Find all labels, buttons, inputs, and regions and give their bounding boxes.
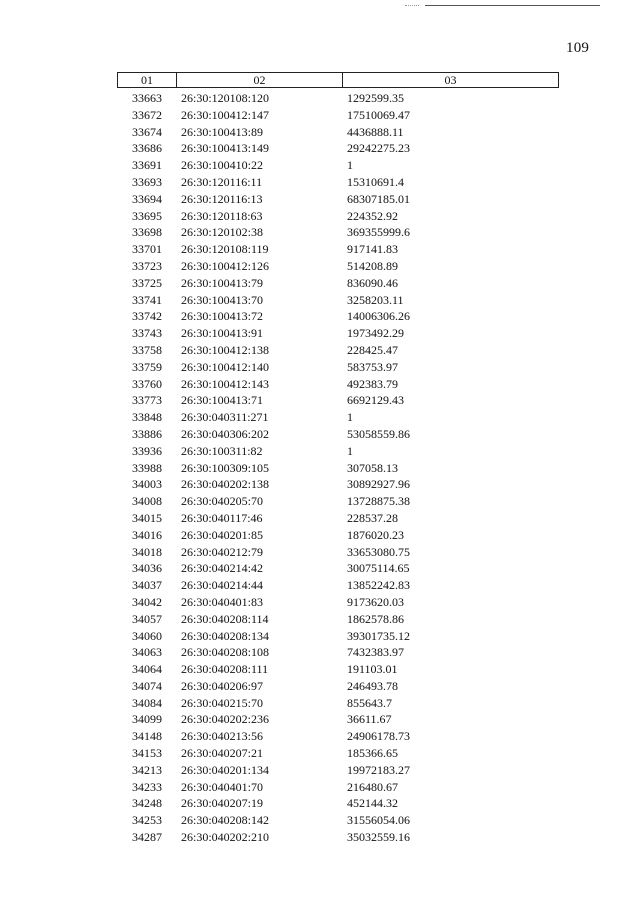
- row-value-cell: 855643.7: [347, 695, 392, 710]
- table-row: [117, 628, 559, 645]
- table-row: [117, 829, 559, 846]
- row-id-cell: 34057: [132, 611, 162, 626]
- row-code-cell: 26:30:100413:70: [181, 292, 264, 307]
- header-col-02: 02: [176, 73, 342, 87]
- row-id-cell: 34287: [132, 830, 162, 845]
- row-id-cell: 33674: [132, 124, 162, 139]
- table-row: [117, 90, 559, 107]
- row-code-cell: 26:30:040401:70: [181, 779, 264, 794]
- row-code-cell: 26:30:040205:70: [181, 494, 264, 509]
- row-value-cell: 15310691.4: [347, 174, 404, 189]
- row-code-cell: 26:30:120102:38: [181, 225, 264, 240]
- row-code-cell: 26:30:100311:82: [181, 443, 263, 458]
- row-value-cell: 33653080.75: [347, 544, 410, 559]
- table-row: [117, 174, 559, 191]
- row-value-cell: 24906178.73: [347, 729, 410, 744]
- row-id-cell: 34253: [132, 813, 162, 828]
- row-value-cell: 6692129.43: [347, 393, 404, 408]
- row-code-cell: 26:30:040401:83: [181, 594, 264, 609]
- row-id-cell: 34016: [132, 527, 162, 542]
- row-code-cell: 26:30:100413:71: [181, 393, 264, 408]
- row-code-cell: 26:30:120116:13: [181, 191, 263, 206]
- row-code-cell: 26:30:040215:70: [181, 695, 264, 710]
- data-table: [117, 72, 559, 846]
- table-row: [117, 577, 559, 594]
- row-code-cell: 26:30:040214:44: [181, 578, 264, 593]
- row-value-cell: 9173620.03: [347, 594, 404, 609]
- row-id-cell: 33758: [132, 342, 162, 357]
- row-value-cell: 1: [347, 443, 353, 458]
- row-id-cell: 34008: [132, 494, 162, 509]
- table-row: [117, 594, 559, 611]
- row-id-cell: 34003: [132, 477, 162, 492]
- row-id-cell: 33760: [132, 376, 162, 391]
- table-row: [117, 493, 559, 510]
- row-value-cell: 4436888.11: [347, 124, 404, 139]
- row-code-cell: 26:30:100412:147: [181, 107, 270, 122]
- table-body: [117, 90, 559, 846]
- row-value-cell: 492383.79: [347, 376, 398, 391]
- table-row: [117, 510, 559, 527]
- table-row: [117, 779, 559, 796]
- row-value-cell: 30892927.96: [347, 477, 410, 492]
- row-code-cell: 26:30:100413:91: [181, 326, 264, 341]
- table-row: [117, 308, 559, 325]
- row-value-cell: 7432383.97: [347, 645, 404, 660]
- table-row: [117, 224, 559, 241]
- row-id-cell: 34153: [132, 746, 162, 761]
- table-row: [117, 695, 559, 712]
- row-value-cell: 35032559.16: [347, 830, 410, 845]
- row-code-cell: 26:30:040202:236: [181, 712, 270, 727]
- table-row: [117, 258, 559, 275]
- table-row: [117, 409, 559, 426]
- row-code-cell: 26:30:100413:89: [181, 124, 264, 139]
- table-row: [117, 611, 559, 628]
- row-value-cell: 39301735.12: [347, 628, 410, 643]
- table-row: [117, 241, 559, 258]
- row-id-cell: 33936: [132, 443, 162, 458]
- row-code-cell: 26:30:040202:138: [181, 477, 270, 492]
- row-code-cell: 26:30:040208:142: [181, 813, 270, 828]
- row-code-cell: 26:30:040208:111: [181, 662, 269, 677]
- row-value-cell: 228537.28: [347, 510, 398, 525]
- row-id-cell: 34233: [132, 779, 162, 794]
- table-row: [117, 795, 559, 812]
- row-id-cell: 34074: [132, 678, 162, 693]
- row-id-cell: 33698: [132, 225, 162, 240]
- row-code-cell: 26:30:040208:114: [181, 611, 269, 626]
- row-value-cell: 13728875.38: [347, 494, 410, 509]
- row-value-cell: 1292599.35: [347, 91, 404, 105]
- table-row: [117, 711, 559, 728]
- table-row: [117, 359, 559, 376]
- row-id-cell: 33693: [132, 174, 162, 189]
- row-value-cell: 17510069.47: [347, 107, 410, 122]
- table-row: [117, 460, 559, 477]
- row-value-cell: 36611.67: [347, 712, 392, 727]
- table-row: [117, 476, 559, 493]
- row-value-cell: 224352.92: [347, 208, 398, 223]
- row-code-cell: 26:30:100309:105: [181, 460, 270, 475]
- table-row: [117, 376, 559, 393]
- row-id-cell: 33759: [132, 359, 162, 374]
- row-id-cell: 34084: [132, 695, 162, 710]
- row-value-cell: 30075114.65: [347, 561, 410, 576]
- row-id-cell: 33691: [132, 158, 162, 173]
- row-id-cell: 33742: [132, 309, 162, 324]
- table-row: [117, 392, 559, 409]
- table-row: [117, 443, 559, 460]
- row-code-cell: 26:30:040201:85: [181, 527, 264, 542]
- row-value-cell: 452144.32: [347, 796, 398, 811]
- row-code-cell: 26:30:100413:72: [181, 309, 264, 324]
- row-code-cell: 26:30:100410:22: [181, 158, 264, 173]
- row-value-cell: 1: [347, 158, 353, 173]
- table-row: [117, 275, 559, 292]
- table-row: [117, 107, 559, 124]
- row-id-cell: 33663: [132, 91, 162, 105]
- row-value-cell: 307058.13: [347, 460, 398, 475]
- table-row: [117, 342, 559, 359]
- row-value-cell: 583753.97: [347, 359, 398, 374]
- row-code-cell: 26:30:120118:63: [181, 208, 263, 223]
- row-code-cell: 26:30:100412:140: [181, 359, 270, 374]
- row-value-cell: 185366.65: [347, 746, 398, 761]
- table-row: [117, 208, 559, 225]
- row-id-cell: 33694: [132, 191, 162, 206]
- row-code-cell: 26:30:040208:108: [181, 645, 270, 660]
- row-code-cell: 26:30:100413:149: [181, 141, 270, 156]
- row-id-cell: 33701: [132, 242, 162, 257]
- row-code-cell: 26:30:040311:271: [181, 410, 269, 425]
- row-id-cell: 34099: [132, 712, 162, 727]
- row-code-cell: 26:30:100412:138: [181, 342, 270, 357]
- row-code-cell: 26:30:040201:134: [181, 762, 270, 777]
- row-id-cell: 33723: [132, 258, 162, 273]
- row-value-cell: 53058559.86: [347, 426, 410, 441]
- row-id-cell: 34213: [132, 762, 162, 777]
- top-decoration-rule: [425, 5, 600, 6]
- row-code-cell: 26:30:040208:134: [181, 628, 270, 643]
- row-id-cell: 34148: [132, 729, 162, 744]
- table-row: [117, 124, 559, 141]
- row-value-cell: 31556054.06: [347, 813, 410, 828]
- row-value-cell: 1973492.29: [347, 326, 404, 341]
- table-row: [117, 812, 559, 829]
- table-row: [117, 661, 559, 678]
- row-value-cell: 514208.89: [347, 258, 398, 273]
- row-id-cell: 33848: [132, 410, 162, 425]
- row-id-cell: 34042: [132, 594, 162, 609]
- row-id-cell: 33741: [132, 292, 162, 307]
- table-row: [117, 292, 559, 309]
- row-code-cell: 26:30:100413:79: [181, 275, 264, 290]
- header-col-01: 01: [141, 73, 153, 87]
- row-code-cell: 26:30:040207:21: [181, 746, 264, 761]
- row-id-cell: 33988: [132, 460, 162, 475]
- row-code-cell: 26:30:040212:79: [181, 544, 264, 559]
- row-value-cell: 1862578.86: [347, 611, 404, 626]
- row-id-cell: 34248: [132, 796, 162, 811]
- row-id-cell: 34018: [132, 544, 162, 559]
- row-code-cell: 26:30:040207:19: [181, 796, 264, 811]
- row-value-cell: 1876020.23: [347, 527, 404, 542]
- row-id-cell: 33695: [132, 208, 162, 223]
- row-value-cell: 228425.47: [347, 342, 398, 357]
- table-row: [117, 745, 559, 762]
- row-code-cell: 26:30:040213:56: [181, 729, 264, 744]
- row-id-cell: 33672: [132, 107, 162, 122]
- row-id-cell: 34036: [132, 561, 162, 576]
- table-header: [117, 72, 559, 88]
- table-row: [117, 426, 559, 443]
- row-value-cell: 13852242.83: [347, 578, 410, 593]
- row-value-cell: 191103.01: [347, 662, 398, 677]
- table-row: [117, 544, 559, 561]
- table-row: [117, 728, 559, 745]
- row-id-cell: 34015: [132, 510, 162, 525]
- row-code-cell: 26:30:040214:42: [181, 561, 264, 576]
- header-col-03: 03: [342, 73, 558, 87]
- row-code-cell: 26:30:120108:120: [181, 91, 270, 105]
- row-value-cell: 836090.46: [347, 275, 398, 290]
- row-id-cell: 34063: [132, 645, 162, 660]
- row-code-cell: 26:30:120108:119: [181, 242, 269, 257]
- table-row: [117, 644, 559, 661]
- table-row: [117, 325, 559, 342]
- row-value-cell: 3258203.11: [347, 292, 404, 307]
- row-value-cell: 917141.83: [347, 242, 398, 257]
- row-id-cell: 34064: [132, 662, 162, 677]
- row-id-cell: 33773: [132, 393, 162, 408]
- row-value-cell: 216480.67: [347, 779, 398, 794]
- row-id-cell: 33686: [132, 141, 162, 156]
- row-code-cell: 26:30:100412:126: [181, 258, 270, 273]
- row-code-cell: 26:30:120116:11: [181, 174, 263, 189]
- row-value-cell: 246493.78: [347, 678, 398, 693]
- row-code-cell: 26:30:040202:210: [181, 830, 270, 845]
- table-row: [117, 527, 559, 544]
- top-decoration-dash: [405, 5, 419, 6]
- row-value-cell: 14006306.26: [347, 309, 410, 324]
- row-code-cell: 26:30:040306:202: [181, 426, 270, 441]
- page-number: 109: [566, 40, 590, 56]
- row-value-cell: 29242275.23: [347, 141, 410, 156]
- row-value-cell: 68307185.01: [347, 191, 410, 206]
- row-value-cell: 19972183.27: [347, 762, 410, 777]
- row-id-cell: 34037: [132, 578, 162, 593]
- table-row: [117, 157, 559, 174]
- table-row: [117, 140, 559, 157]
- row-value-cell: 1: [347, 410, 353, 425]
- row-code-cell: 26:30:100412:143: [181, 376, 270, 391]
- row-id-cell: 33743: [132, 326, 162, 341]
- row-code-cell: 26:30:040117:46: [181, 510, 263, 525]
- table-row: [117, 191, 559, 208]
- table-row: [117, 560, 559, 577]
- row-id-cell: 33886: [132, 426, 162, 441]
- row-value-cell: 369355999.6: [347, 225, 410, 240]
- table-row: [117, 762, 559, 779]
- row-code-cell: 26:30:040206:97: [181, 678, 264, 693]
- table-row: [117, 678, 559, 695]
- row-id-cell: 34060: [132, 628, 162, 643]
- row-id-cell: 33725: [132, 275, 162, 290]
